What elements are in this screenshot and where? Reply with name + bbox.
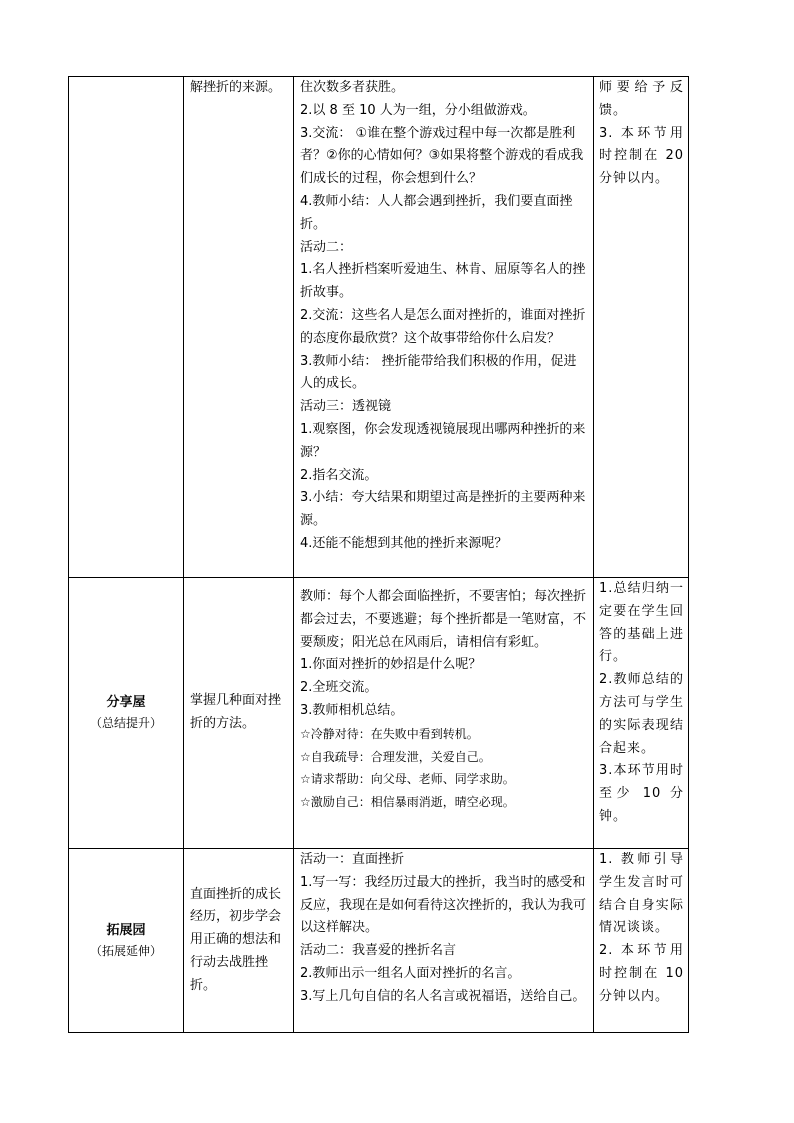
- tip-line: ☆激励自己：相信暴雨消逝，晴空必现。: [300, 795, 515, 810]
- stage-cell: [69, 77, 184, 578]
- content-line: 1.写一写：我经历过最大的挫折，我当时的感受和反应，我现在是如何看待这次挫折的，我认为我可以这样解决。: [300, 874, 587, 936]
- goal-text: 解挫折的来源。: [190, 80, 282, 95]
- content-cell: [294, 849, 594, 1033]
- content-line: 4.教师小结：人人都会遇到挫折，我们要直面挫折。: [300, 193, 573, 232]
- goal-text: 直面挫折的成长经历，初步学会用正确的想法和行动去战胜挫折。: [190, 886, 282, 993]
- content-line: 1.观察图，你会发现透视镜展现出哪两种挫折的来源？: [300, 421, 586, 460]
- stage-subtitle: （拓展延伸）: [89, 943, 162, 958]
- content-line: 1.你面对挫折的妙招是什么呢？: [300, 657, 482, 673]
- content-line: 活动二：我喜爱的挫折名言: [300, 943, 457, 959]
- content-line: 活动一：直面挫折: [300, 852, 405, 867]
- content-line: 3.教师小结： 挫折能带给我们积极的作用，促进人的成长。: [300, 353, 577, 392]
- content-line: 2.以 8 至 10 人为一组，分小组做游戏。: [300, 102, 536, 118]
- stage-cell: [69, 578, 184, 849]
- content-cell: [294, 578, 594, 849]
- content-line: 住次数多者获胜。: [300, 80, 405, 95]
- stage-subtitle: （总结提升）: [89, 716, 162, 730]
- stage-cell: [69, 849, 184, 1033]
- tip-line: ☆请求帮助：向父母、老师、同学求助。: [300, 772, 515, 787]
- content-line: 2.全班交流。: [300, 680, 378, 696]
- note-line: 2.教师总结的方法可与学生的实际表现结合起来。: [599, 672, 684, 756]
- note-cell: [594, 849, 689, 1033]
- table-row: [69, 578, 689, 849]
- content-line: 活动二：: [300, 239, 353, 255]
- note-line: 师要给予反馈。: [599, 80, 684, 118]
- goal-cell: [184, 77, 294, 578]
- content-line: 教师：每个人都会面临挫折，不要害怕；每次挫折都会过去，不要逃避；每个挫折都是一笔财富，不要颓废；阳光总在风雨后，请相信有彩虹。: [300, 589, 587, 650]
- note-line: 3. 本环节用时控制在 20 分钟以内。: [599, 125, 684, 187]
- content-line: 2.指名交流。: [300, 467, 378, 483]
- note-line: 3.本环节用时至少 10 分钟。: [599, 763, 684, 824]
- note-line: 1. 教师引导学生发言时可结合自身实际情况谈谈。: [599, 852, 684, 936]
- content-line: 3.小结：夸大结果和期望过高是挫折的主要两种来源。: [300, 490, 586, 529]
- content-line: 4.还能不能想到其他的挫折来源呢？: [300, 535, 508, 551]
- note-line: 2. 本环节用时控制在 10 分钟以内。: [599, 943, 684, 1004]
- content-line: 1.名人挫折档案听爱迪生、林肯、屈原等名人的挫折故事。: [300, 262, 586, 301]
- note-line: 1.总结归纳一定要在学生回答的基础上进行。: [599, 581, 684, 665]
- content-cell: [294, 77, 594, 578]
- goal-cell: [184, 578, 294, 849]
- note-cell: [594, 578, 689, 849]
- content-line: 活动三：透视镜: [300, 399, 392, 415]
- content-line: 3.写上几句自信的名人名言或祝福语，送给自己。: [300, 988, 586, 1004]
- stage-name: 分享屋: [106, 695, 146, 710]
- goal-cell: [184, 849, 294, 1033]
- table-row: [69, 849, 689, 1033]
- stage-name: 拓展园: [106, 922, 146, 938]
- tip-line: ☆冷静对待：在失败中看到转机。: [300, 726, 479, 741]
- lesson-plan-table: [68, 76, 689, 1033]
- note-cell: [594, 77, 689, 578]
- content-line: 3.交流： ①谁在整个游戏过程中每一次都是胜利者？②你的心情如何？③如果将整个游戏的看成我们成长的过程，你会想到什么？: [300, 125, 584, 187]
- table-row: [69, 77, 689, 578]
- content-line: 2.教师出示一组名人面对挫折的名言。: [300, 965, 521, 981]
- content-line: 3.教师相机总结。: [300, 702, 404, 718]
- goal-text: 掌握几种面对挫折的方法。: [190, 693, 282, 731]
- tip-line: ☆自我疏导：合理发泄，关爱自己。: [300, 749, 491, 764]
- content-line: 2.交流：这些名人是怎么面对挫折的，谁面对挫折的态度你最欣赏？这个故事带给你什么启发？: [300, 307, 586, 346]
